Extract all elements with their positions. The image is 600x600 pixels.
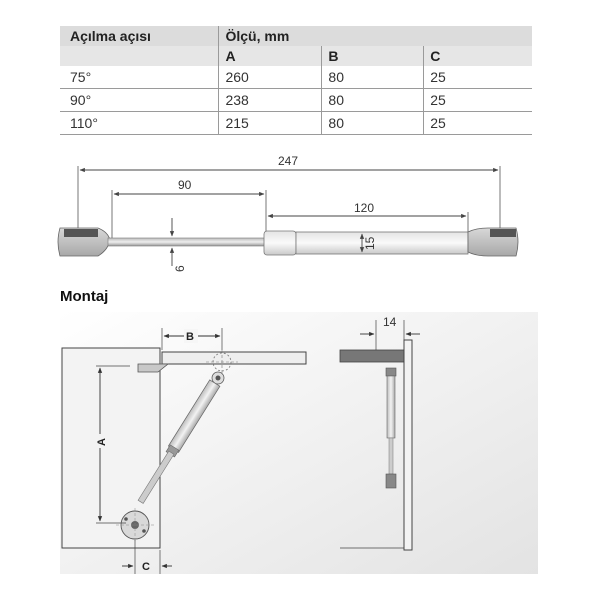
cell-angle: 75°: [60, 66, 219, 89]
cell-c: 25: [424, 112, 532, 135]
header-col-a: A: [219, 46, 322, 66]
montaj-heading: Montaj: [60, 288, 109, 305]
cell-a: 215: [219, 112, 322, 135]
dim-diameter: 15: [363, 236, 377, 250]
cell-c: 25: [424, 89, 532, 112]
cell-b: 80: [322, 66, 424, 89]
label-b: B: [186, 331, 194, 343]
label-c: C: [142, 561, 150, 573]
header-size: Ölçü, mm: [219, 26, 532, 46]
cell-c: 25: [424, 66, 532, 89]
cell-b: 80: [322, 112, 424, 135]
cell-a: 238: [219, 89, 322, 112]
cell-angle: 90°: [60, 89, 219, 112]
dim-total: 247: [278, 154, 299, 168]
dim-rod-diameter: 6: [173, 265, 187, 272]
dim-cylinder: 120: [354, 201, 375, 215]
dim-rod: 90: [178, 178, 192, 192]
label-a: A: [96, 438, 108, 446]
header-col-b: B: [322, 46, 424, 66]
cell-a: 260: [219, 66, 322, 89]
dim-side: 14: [383, 315, 397, 329]
header-opening-angle: Açılma açısı: [60, 26, 219, 46]
cell-angle: 110°: [60, 112, 219, 135]
header-col-c: C: [424, 46, 532, 66]
cell-b: 80: [322, 89, 424, 112]
